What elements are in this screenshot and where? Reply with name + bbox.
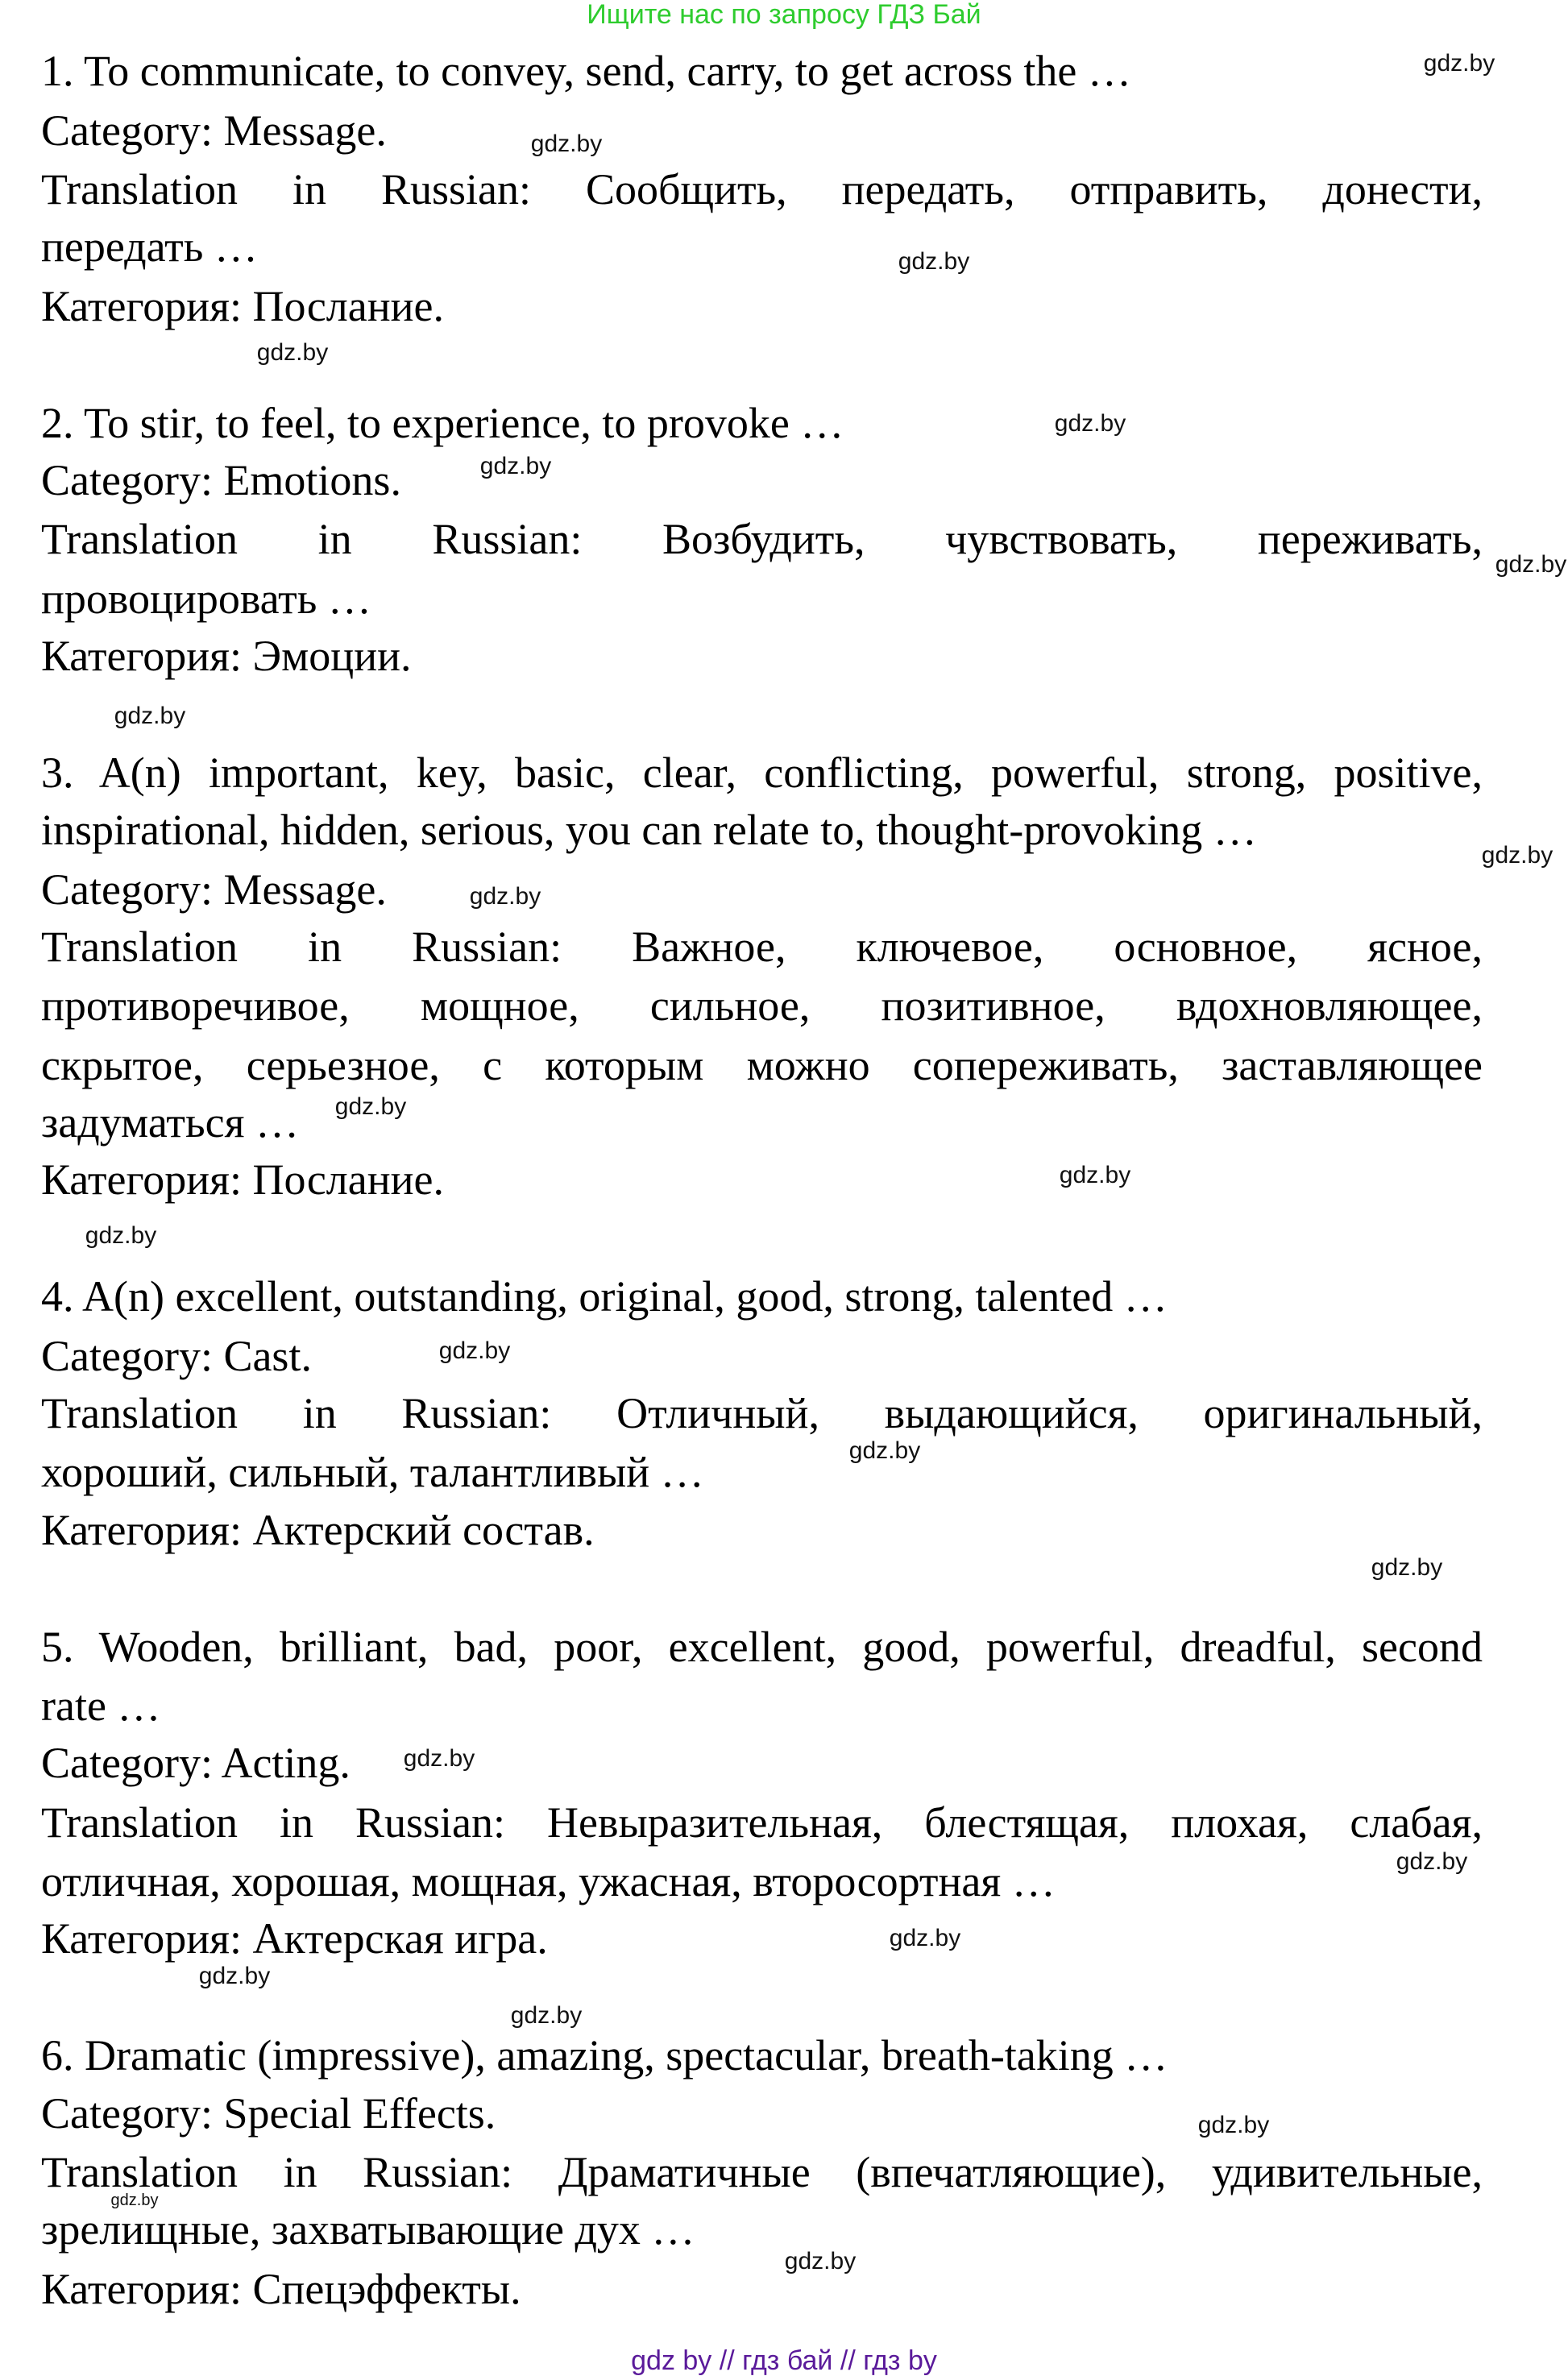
item-translation-cont: зрелищные, захватывающие дух …: [41, 2205, 695, 2254]
item-translation-cont: задуматься …: [41, 1098, 299, 1147]
watermark: gdz.by: [1059, 1162, 1131, 1188]
item-translation: Translation in Russian: Возбудить, чувствовать, переживать,: [41, 515, 1483, 563]
item-phrases-cont: rate …: [41, 1681, 161, 1730]
watermark: gdz.by: [1371, 1554, 1443, 1581]
item-phrases: 1. To communicate, to convey, send, carry, to get across the …: [41, 47, 1131, 95]
item-translation: Translation in Russian: Важное, ключевое, основное, ясное,: [41, 923, 1483, 971]
item-category: Category: Message.: [41, 106, 387, 155]
item-phrases-cont: inspirational, hidden, serious, you can relate to, thought-provoking …: [41, 806, 1257, 854]
item-category: Category: Acting.: [41, 1739, 351, 1787]
watermark: gdz.by: [403, 1745, 475, 1772]
item-translation-cont: передать …: [41, 222, 258, 271]
watermark: gdz.by: [469, 883, 541, 910]
watermark: gdz.by: [1423, 50, 1495, 77]
item-category-ru: Категория: Эмоции.: [41, 632, 412, 680]
watermark: gdz.by: [898, 248, 970, 275]
item-category-ru: Категория: Актерский состав.: [41, 1506, 595, 1554]
watermark: gdz.by: [1396, 1848, 1468, 1875]
item-category: Category: Special Effects.: [41, 2089, 496, 2138]
watermark: gdz.by: [1495, 551, 1567, 578]
item-translation-cont: хороший, сильный, талантливый …: [41, 1448, 704, 1496]
item-translation: Translation in Russian: Драматичные (впечатляющие), удивительные,: [41, 2148, 1483, 2196]
item-category: Category: Emotions.: [41, 456, 401, 504]
item-category: Category: Message.: [41, 865, 387, 914]
watermark: gdz.by: [1481, 842, 1553, 869]
item-category-ru: Категория: Послание.: [41, 282, 444, 330]
watermark: gdz.by: [479, 453, 552, 479]
watermark: gdz.by: [784, 2248, 857, 2274]
item-translation-cont: отличная, хорошая, мощная, ужасная, второсортная …: [41, 1857, 1056, 1905]
item-translation: Translation in Russian: Сообщить, передать, отправить, донести,: [41, 165, 1483, 214]
watermark: gdz.by: [889, 1925, 961, 1951]
item-phrases: 6. Dramatic (impressive), amazing, spectacular, breath-taking …: [41, 2031, 1168, 2080]
watermark: gdz.by: [510, 2002, 583, 2029]
watermark: gdz.by: [110, 2191, 159, 2209]
search-hint-banner: Ищите нас по запросу ГДЗ Бай: [587, 0, 981, 30]
item-phrases: 4. A(n) excellent, outstanding, original, good, strong, talented …: [41, 1272, 1168, 1321]
watermark: gdz.by: [1197, 2112, 1270, 2138]
footer-links: gdz by // гдз бай // гдз by: [631, 2345, 937, 2376]
item-category-ru: Категория: Послание.: [41, 1155, 444, 1204]
watermark: gdz.by: [85, 1222, 157, 1249]
item-phrases: 2. To stir, to feel, to experience, to provoke …: [41, 399, 844, 447]
item-phrases: 3. A(n) important, key, basic, clear, conflicting, powerful, strong, positive,: [41, 748, 1483, 797]
item-translation: Translation in Russian: Отличный, выдающийся, оригинальный,: [41, 1389, 1483, 1437]
watermark: gdz.by: [438, 1337, 511, 1364]
item-category-ru: Категория: Спецэффекты.: [41, 2265, 521, 2313]
watermark: gdz.by: [1054, 410, 1126, 437]
watermark: gdz.by: [530, 131, 603, 157]
watermark: gdz.by: [198, 1963, 271, 1989]
item-translation: Translation in Russian: Невыразительная, блестящая, плохая, слабая,: [41, 1798, 1483, 1847]
item-translation-cont: провоцировать …: [41, 574, 371, 623]
watermark: gdz.by: [256, 339, 329, 366]
watermark: gdz.by: [334, 1093, 407, 1120]
watermark: gdz.by: [114, 703, 186, 729]
item-category-ru: Категория: Актерская игра.: [41, 1914, 548, 1963]
item-category: Category: Cast.: [41, 1332, 312, 1380]
watermark: gdz.by: [848, 1437, 921, 1464]
item-phrases: 5. Wooden, brilliant, bad, poor, excellent, good, powerful, dreadful, second: [41, 1623, 1483, 1671]
item-translation-cont: скрытое, серьезное, с которым можно сопереживать, заставляющее: [41, 1041, 1483, 1089]
item-translation-cont: противоречивое, мощное, сильное, позитивное, вдохновляющее,: [41, 981, 1483, 1030]
